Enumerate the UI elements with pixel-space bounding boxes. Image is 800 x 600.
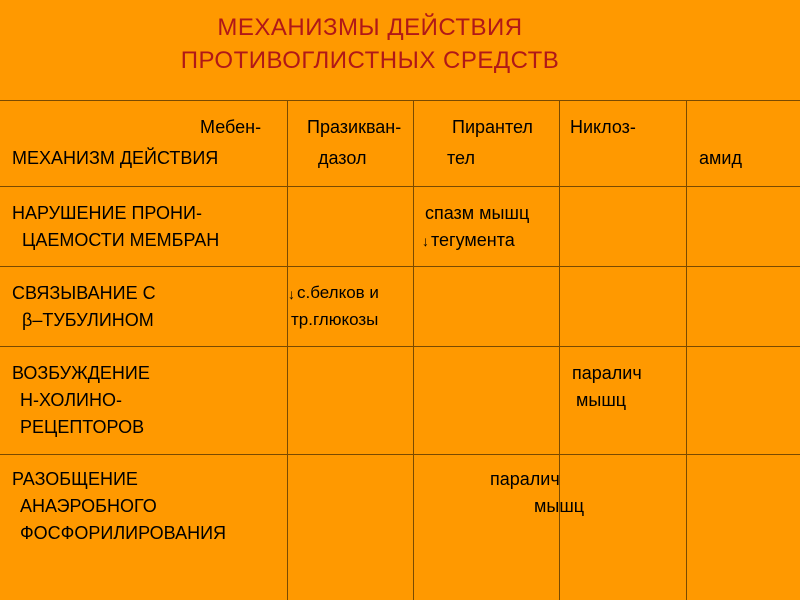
row2-mechanism-line1: СВЯЗЫВАНИЕ С — [12, 283, 156, 303]
page-title-line1: МЕХАНИЗМЫ ДЕЙСТВИЯ — [217, 14, 523, 41]
page-title-line2: ПРОТИВОГЛИСТНЫХ СРЕДСТВ — [180, 47, 560, 74]
table-col-divider — [287, 100, 288, 600]
header-drug2-part2: тел — [447, 148, 475, 168]
table-col-divider — [686, 100, 687, 600]
row3-mechanism-line1: ВОЗБУЖДЕНИЕ — [12, 363, 150, 383]
row4-effect-line1: паралич — [490, 469, 560, 489]
row1-effect-text: тегумента — [431, 230, 515, 250]
row3-mechanism-line3: РЕЦЕПТОРОВ — [20, 417, 145, 437]
row4-mechanism-line3: ФОСФОРИЛИРОВАНИЯ — [20, 523, 227, 543]
table-col-divider — [559, 100, 560, 600]
row1-effect-line2 — [422, 229, 515, 252]
header-drug1-part1: Мебен- — [200, 117, 262, 137]
row4-mechanism-line2: АНАЭРОБНОГО — [20, 496, 157, 516]
header-drug2-part1: Празикван- — [307, 117, 402, 137]
header-drug4-part2: амид — [699, 148, 742, 168]
header-drug4-part1: Никлоз- — [570, 117, 636, 137]
row3-mechanism-line2: Н-ХОЛИНО- — [20, 390, 122, 410]
table-row-divider — [0, 454, 800, 455]
row1-effect-line1: спазм мышц — [425, 203, 530, 223]
table-row-divider — [0, 186, 800, 187]
row4-mechanism-line1: РАЗОБЩЕНИЕ — [12, 469, 138, 489]
header-mechanism: МЕХАНИЗМ ДЕЙСТВИЯ — [12, 148, 219, 168]
row2-effect-text: с.белков и — [297, 283, 379, 302]
table-row-divider — [0, 346, 800, 347]
header-drug1-part2: дазол — [318, 148, 367, 168]
header-drug3: Пирантел — [452, 117, 533, 137]
table-col-divider — [413, 100, 414, 600]
row1-mechanism-line2: ЦАЕМОСТИ МЕМБРАН — [22, 230, 220, 250]
row2-effect-line1 — [288, 282, 379, 305]
down-arrow-icon: ↓ — [288, 285, 295, 302]
row2-effect-line2: тр.глюкозы — [291, 310, 379, 329]
row4-effect-line2: мышц — [534, 496, 585, 516]
table-row-divider — [0, 266, 800, 267]
table-border-top — [0, 100, 800, 101]
row2-mechanism-line2: β–ТУБУЛИНОМ — [22, 310, 154, 330]
row3-effect-line2: мышц — [576, 390, 627, 410]
down-arrow-icon: ↓ — [422, 233, 429, 250]
row3-effect-line1: паралич — [572, 363, 642, 383]
row1-mechanism-line1: НАРУШЕНИЕ ПРОНИ- — [12, 203, 202, 223]
